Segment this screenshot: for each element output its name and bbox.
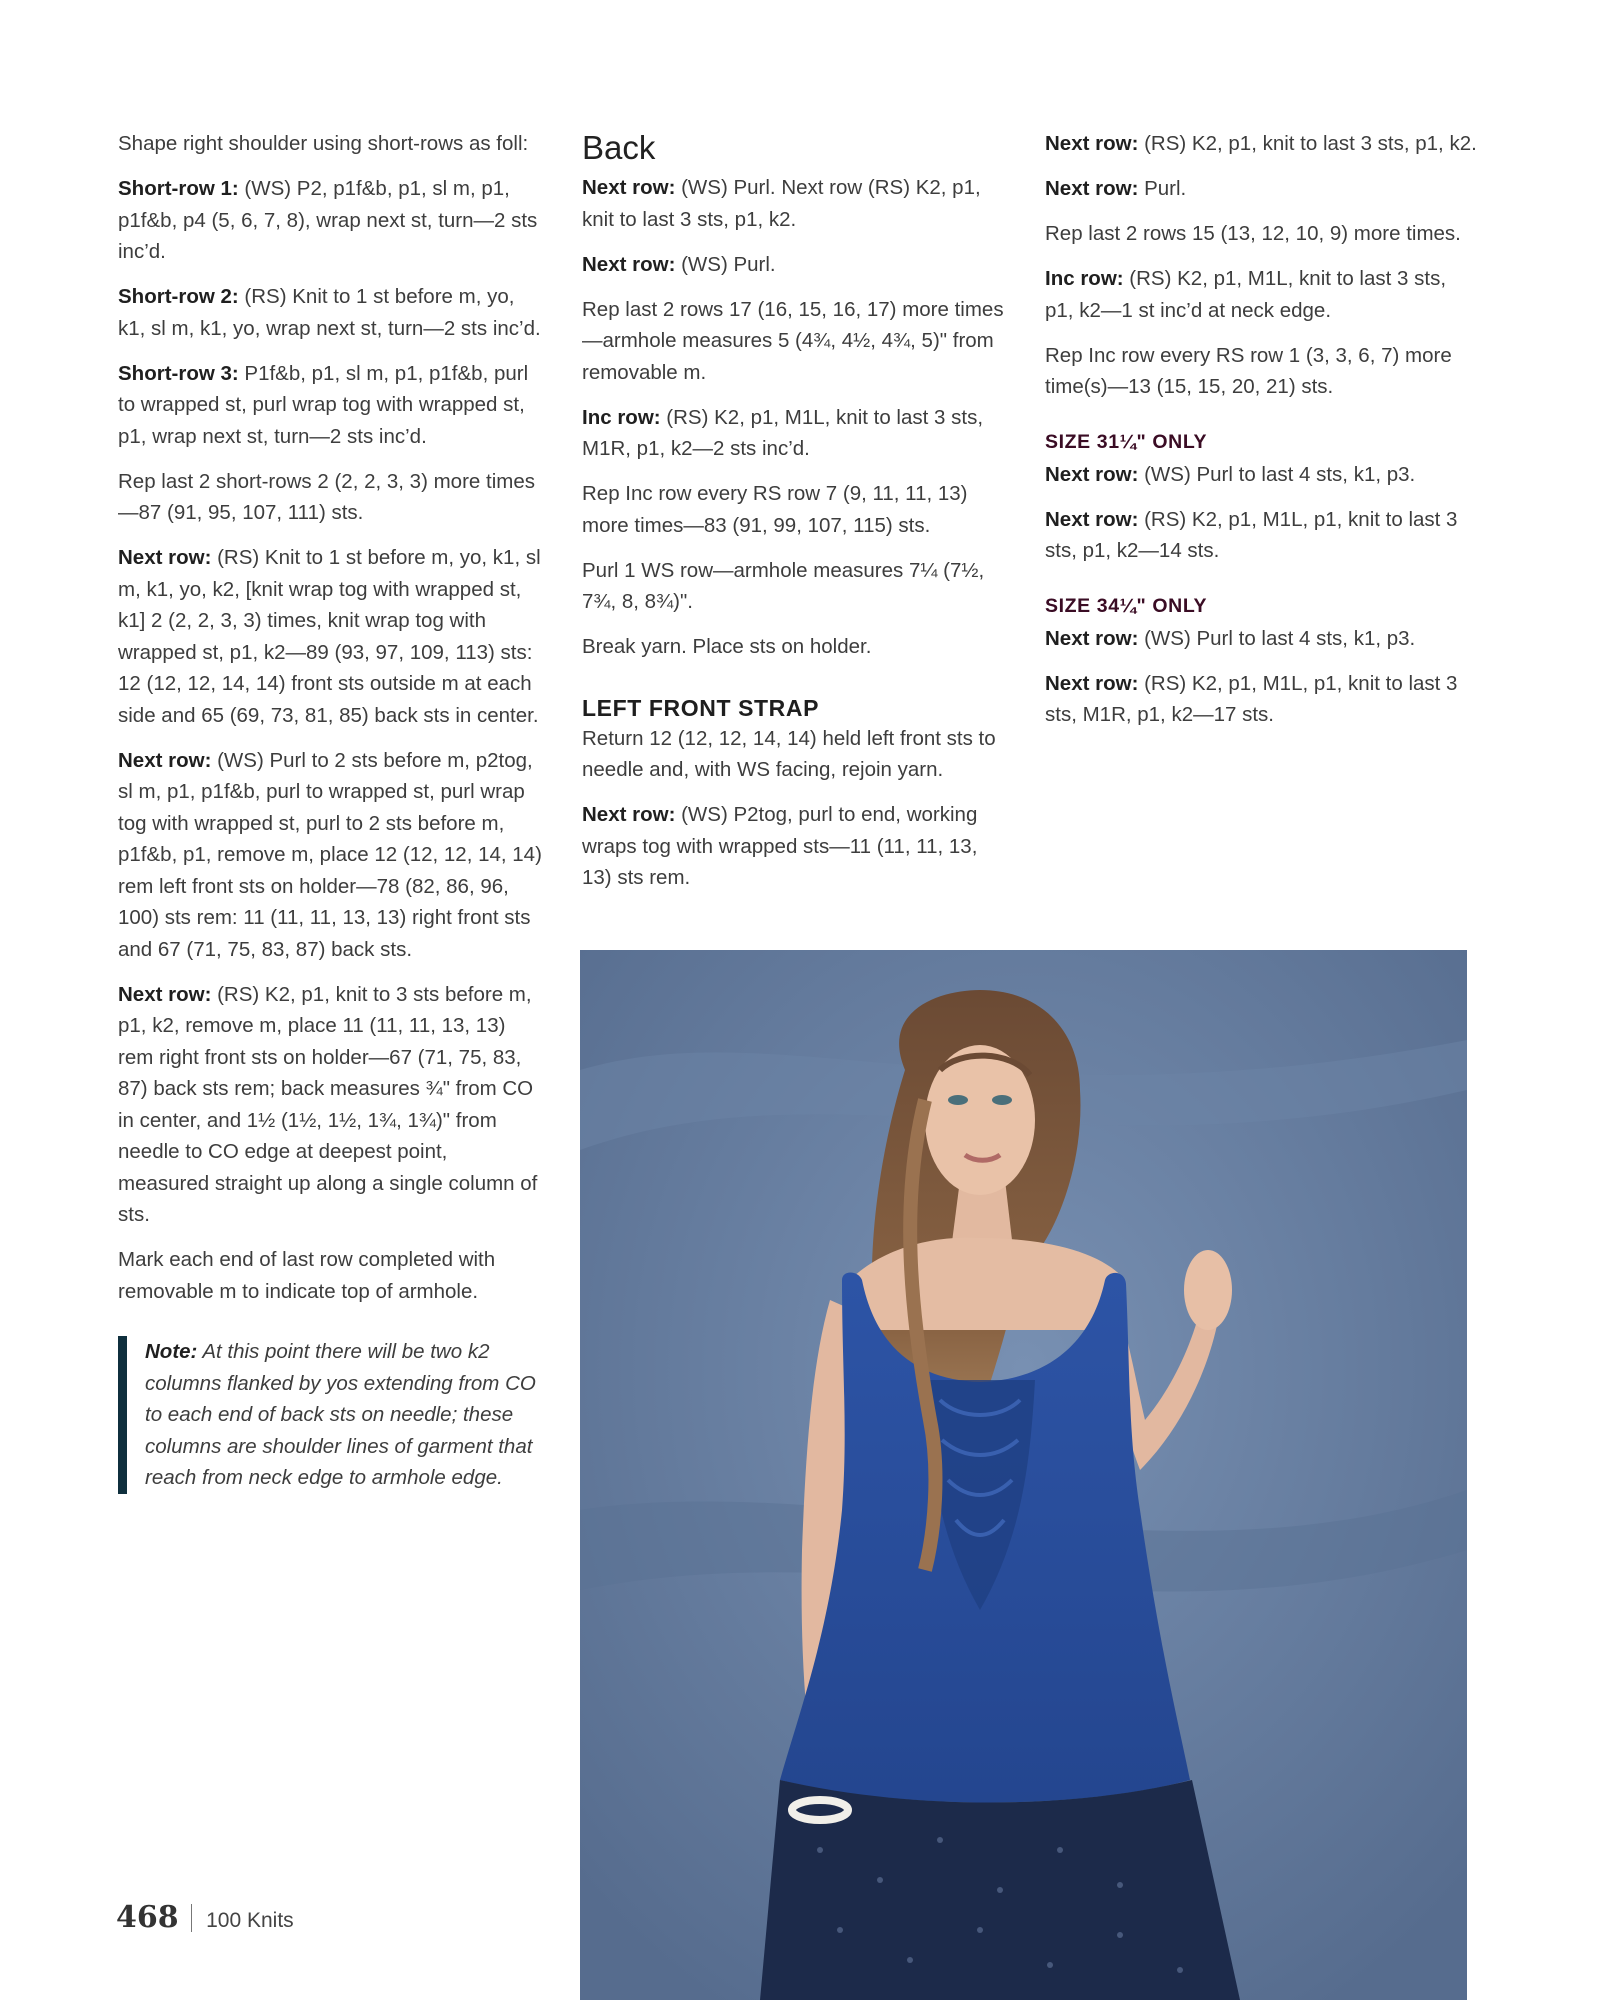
paragraph: Next row: (WS) Purl to last 4 sts, k1, p3. [1045, 462, 1416, 486]
subsection-heading: LEFT FRONT STRAP [582, 694, 820, 721]
paragraph: Inc row: (RS) K2, p1, M1L, knit to last 3 sts, M1R, p1, k2—2 sts inc’d. [582, 405, 984, 460]
paragraph: Next row: (WS) Purl. [582, 252, 776, 276]
paragraph: Rep last 2 rows 15 (13, 12, 10, 9) more times. [1045, 222, 1461, 245]
paragraph: Short-row 1: (WS) P2, p1f&b, p1, sl m, p1, p1f&b, p4 (5, 6, 7, 8), wrap next st, turn—2 sts inc’d. [118, 177, 538, 263]
column-middle [582, 128, 1012, 907]
paragraph: Next row: (RS) K2, p1, M1L, p1, knit to last 3 sts, p1, k2—14 sts. [1045, 507, 1458, 562]
paragraph: Next row: (RS) K2, p1, knit to last 3 sts, p1, k2. [1045, 132, 1477, 155]
column-left [118, 128, 543, 1494]
book-title: 100 Knits [206, 1909, 294, 1932]
paragraph: Next row: (WS) Purl to last 4 sts, k1, p3. [1045, 626, 1416, 650]
paragraph: Next row: (WS) P2tog, purl to end, working wraps tog with wrapped sts—11 (11, 11, 13, 13) sts rem. [582, 803, 978, 889]
paragraph: Return 12 (12, 12, 14, 14) held left front sts to needle and, with WS facing, rejoin yarn. [582, 726, 996, 781]
paragraph: Rep last 2 rows 17 (16, 15, 16, 17) more times—armhole measures 5 (4¾, 4½, 4¾, 5)" from removable m. [582, 297, 1004, 384]
paragraph: Short-row 3: P1f&b, p1, sl m, p1, p1f&b, purl to wrapped st, purl wrap tog with wrapped st, p1, wrap next st, turn—2 sts inc’d. [118, 361, 529, 448]
section-heading: Back [582, 129, 656, 166]
note-callout: Note: At this point there will be two k2 columns flanked by yos extending from CO to each end of back sts on needle; these columns are shoulder lines of garment that reach from neck edge to armhole edge. [118, 1336, 543, 1494]
paragraph: Break yarn. Place sts on holder. [582, 635, 872, 658]
paragraph: Short-row 2: (RS) Knit to 1 st before m, yo, k1, sl m, k1, yo, wrap next st, turn—2 sts inc’d. [118, 285, 541, 340]
paragraph: Rep last 2 short-rows 2 (2, 2, 3, 3) more times—87 (91, 95, 107, 111) sts. [118, 469, 535, 524]
page-footer [116, 1900, 294, 1935]
paragraph: Next row: Purl. [1045, 177, 1187, 200]
size-heading: SIZE 34¼" ONLY [1045, 594, 1208, 617]
paragraph: Next row: (WS) Purl. Next row (RS) K2, p1, knit to last 3 sts, p1, k2. [582, 176, 981, 231]
paragraph: Next row: (RS) Knit to 1 st before m, yo, k1, sl m, k1, yo, k2, [knit wrap tog with wrapped st, k1] 2 (2, 2, 3, 3) times, knit wrap tog with wrapped st, p1, k2—89 (93, 97, 109, 113) sts: 12 (12, 12, 14, 14) front sts outside m at each side and 65 (69, 73, 81, 85) back sts in center. [118, 546, 541, 727]
model-photo-illustration [580, 950, 1467, 2000]
page-number: 468 [116, 1900, 179, 1935]
paragraph: Inc row: (RS) K2, p1, M1L, knit to last 3 sts, p1, k2—1 st inc’d at neck edge. [1045, 267, 1447, 322]
model-photo [580, 950, 1467, 2000]
paragraph: Rep Inc row every RS row 7 (9, 11, 11, 13) more times—83 (91, 99, 107, 115) sts. [582, 482, 968, 537]
paragraph: Purl 1 WS row—armhole measures 7¼ (7½, 7¾, 8, 8¾)". [582, 558, 985, 613]
size-heading: SIZE 31¼" ONLY [1045, 430, 1208, 453]
paragraph: Next row: (RS) K2, p1, knit to 3 sts before m, p1, k2, remove m, place 11 (11, 11, 13, 13) rem right front sts on holder—67 (71, 75, 83, 87) back sts rem; back measures ¾" from CO in center, and 1½ (1½, 1½, 1¾, 1¾)" from needle to CO edge at deepest point, measured straight up along a single column of sts. [118, 982, 538, 1226]
footer-divider [191, 1904, 193, 1932]
paragraph: Mark each end of last row completed with removable m to indicate top of armhole. [118, 1248, 496, 1303]
paragraph: Next row: (WS) Purl to 2 sts before m, p2tog, sl m, p1, p1f&b, purl to wrapped st, purl wrap tog with wrapped st, purl to 2 sts before m, p1f&b, p1, remove m, place 12 (12, 12, 14, 14) rem left front sts on holder—78 (82, 86, 96, 100) sts rem: 11 (11, 11, 13, 13) right front sts and 67 (71, 75, 83, 87) back sts. [118, 748, 542, 961]
column-right [1045, 128, 1480, 744]
paragraph: Shape right shoulder using short-rows as foll: [118, 132, 529, 155]
paragraph: Next row: (RS) K2, p1, M1L, p1, knit to last 3 sts, M1R, p1, k2—17 sts. [1045, 671, 1458, 726]
paragraph: Rep Inc row every RS row 1 (3, 3, 6, 7) more time(s)—13 (15, 15, 20, 21) sts. [1045, 343, 1452, 398]
